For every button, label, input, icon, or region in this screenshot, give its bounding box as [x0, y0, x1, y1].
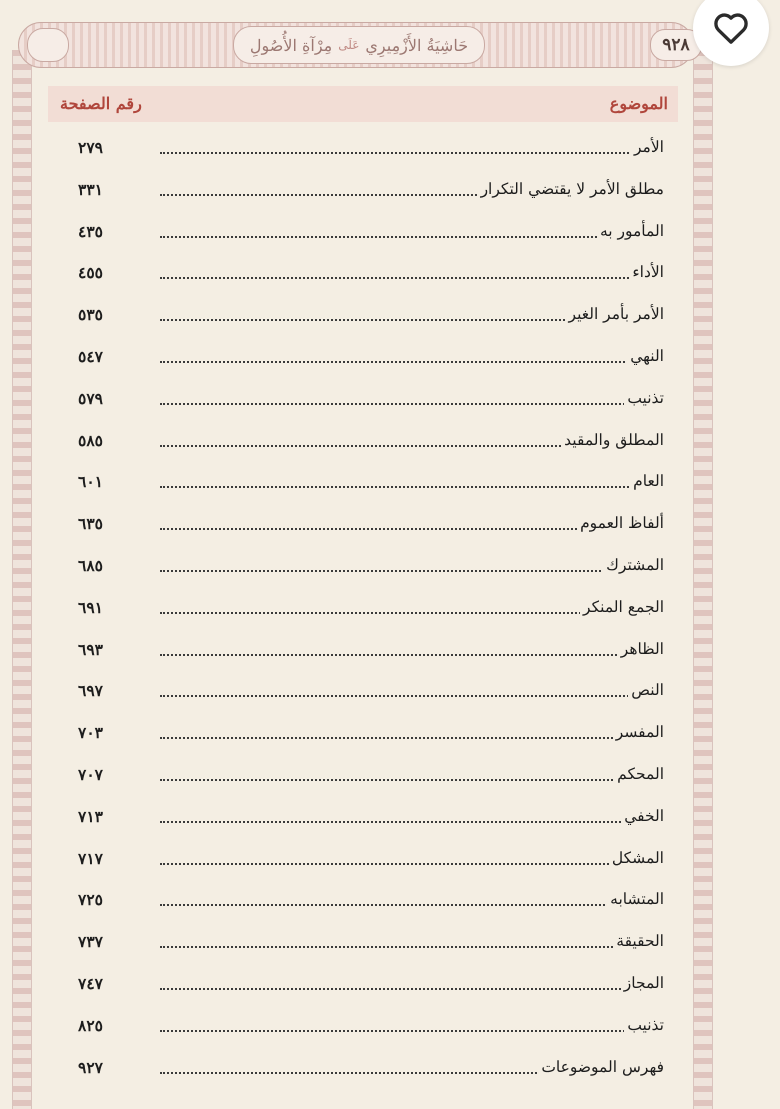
toc-entry-page: ٧٤٧	[78, 973, 103, 993]
toc-entry-page: ٦٩١	[78, 597, 103, 617]
toc-entry[interactable]	[48, 630, 678, 672]
page-number: ٩٢٨	[650, 29, 702, 61]
toc-entry-page: ٥٤٧	[78, 346, 103, 366]
toc-entry-page: ٧٠٣	[78, 723, 103, 743]
toc-entry[interactable]	[48, 964, 678, 1006]
toc-entry-page: ٦٣٥	[78, 514, 103, 534]
toc-entry-page: ٦٩٣	[78, 639, 103, 659]
dot-leader	[160, 904, 664, 906]
dot-leader	[160, 361, 664, 363]
toc-entry-page: ٥٧٩	[78, 388, 103, 408]
dot-leader	[160, 277, 664, 279]
toc-entry-page: ٥٨٥	[78, 430, 103, 450]
toc-entry-title: ألفاظ العموم	[577, 514, 664, 532]
toc-entry-page: ٦٠١	[78, 472, 103, 492]
toc-entry[interactable]	[48, 462, 678, 504]
dot-leader	[160, 486, 664, 488]
toc-entry[interactable]	[48, 546, 678, 588]
toc-entry-page: ٩٢٧	[78, 1057, 103, 1077]
toc-entry[interactable]	[48, 839, 678, 881]
dot-leader	[160, 821, 664, 823]
book-title-separator: عَلَى	[338, 38, 360, 52]
toc-entry-title: المجاز	[621, 974, 664, 992]
toc-entry-page: ٨٢٥	[78, 1015, 103, 1035]
toc-entry-page: ٤٥٥	[78, 263, 103, 283]
toc-entry[interactable]	[48, 295, 678, 337]
dot-leader	[160, 1030, 664, 1032]
toc-entry-title: المفسر	[613, 723, 664, 741]
toc-entry[interactable]	[48, 253, 678, 295]
ornament-cap	[27, 28, 69, 62]
toc-entry-page: ٧٠٧	[78, 764, 103, 784]
toc-entry-page: ٦٩٧	[78, 681, 103, 701]
dot-leader	[160, 695, 664, 697]
page-header-banner	[18, 22, 694, 68]
toc-entry-page: ٣٣١	[78, 179, 103, 199]
toc-entry-title: المتشابه	[607, 890, 664, 908]
toc-entry-title: فهرس الموضوعات	[538, 1058, 664, 1076]
dot-leader	[160, 654, 664, 656]
toc-entry[interactable]	[48, 1048, 678, 1090]
toc-entry-page: ٢٧٩	[78, 138, 103, 157]
dot-leader	[160, 737, 664, 739]
toc-entry[interactable]	[48, 755, 678, 797]
toc-entry[interactable]	[48, 797, 678, 839]
dot-leader	[160, 863, 664, 865]
toc-entry[interactable]	[48, 671, 678, 713]
book-title	[233, 26, 485, 64]
heart-outline-icon	[711, 8, 751, 48]
toc-entry-title: النهي	[627, 347, 664, 365]
decorative-border-left	[12, 50, 32, 1109]
dot-leader	[160, 570, 664, 572]
toc-entry-title: الخفي	[621, 807, 664, 825]
toc-entry-title: تذنيب	[624, 389, 664, 407]
toc-entry[interactable]	[48, 504, 678, 546]
toc-entry-title: الجمع المنكر	[580, 598, 664, 616]
toc-entry[interactable]	[48, 379, 678, 421]
toc-entry-title: الظاهر	[618, 640, 664, 658]
book-title-part2: مِرْآةِ الأُصُولِ	[249, 35, 333, 55]
toc-entry-title: الأداء	[629, 263, 664, 281]
table-header	[48, 86, 678, 122]
toc-entry-title: العام	[630, 472, 664, 490]
toc-entry[interactable]	[48, 170, 678, 212]
toc-entry-title: المحكم	[614, 765, 664, 783]
toc-entry-page: ٧١٣	[78, 806, 103, 826]
page-column-header: رقم الصفحة	[60, 94, 142, 113]
toc-entry[interactable]	[48, 713, 678, 755]
toc-entry[interactable]	[48, 880, 678, 922]
toc-entry-title: المشترك	[603, 556, 664, 574]
dot-leader	[160, 988, 664, 990]
topic-column-header: الموضوع	[609, 94, 668, 113]
toc-entry-title: الحقيقة	[613, 932, 664, 950]
toc-entry[interactable]	[48, 588, 678, 630]
table-of-contents	[48, 128, 678, 1089]
dot-leader	[160, 946, 664, 948]
dot-leader	[160, 403, 664, 405]
toc-entry-title: الأمر	[631, 138, 664, 156]
toc-entry[interactable]	[48, 337, 678, 379]
toc-entry[interactable]	[48, 212, 678, 254]
toc-entry-title: مطلق الأمر لا يقتضي التكرار	[478, 180, 664, 198]
toc-entry[interactable]	[48, 922, 678, 964]
toc-entry[interactable]	[48, 1006, 678, 1048]
book-title-part1: حَاشِيَةُ الأَزْمِيرِي	[365, 35, 469, 55]
toc-entry-title: النص	[628, 681, 664, 699]
toc-entry-title: المطلق والمقيد	[561, 431, 664, 449]
toc-entry-title: تذنيب	[624, 1016, 664, 1034]
toc-entry-page: ٥٣٥	[78, 305, 103, 325]
toc-entry[interactable]	[48, 128, 678, 170]
toc-entry[interactable]	[48, 421, 678, 463]
dot-leader	[160, 152, 664, 154]
toc-entry-title: الأمر بأمر الغير	[566, 305, 664, 323]
toc-entry-title: المشكل	[609, 849, 664, 867]
toc-entry-page: ٧٣٧	[78, 932, 103, 952]
decorative-border-right	[693, 50, 713, 1109]
dot-leader	[160, 236, 664, 238]
toc-entry-title: المأمور به	[597, 222, 664, 240]
toc-entry-page: ٤٣٥	[78, 221, 103, 241]
dot-leader	[160, 779, 664, 781]
toc-entry-page: ٧١٧	[78, 848, 103, 868]
toc-entry-page: ٧٢٥	[78, 890, 103, 910]
toc-entry-page: ٦٨٥	[78, 555, 103, 575]
